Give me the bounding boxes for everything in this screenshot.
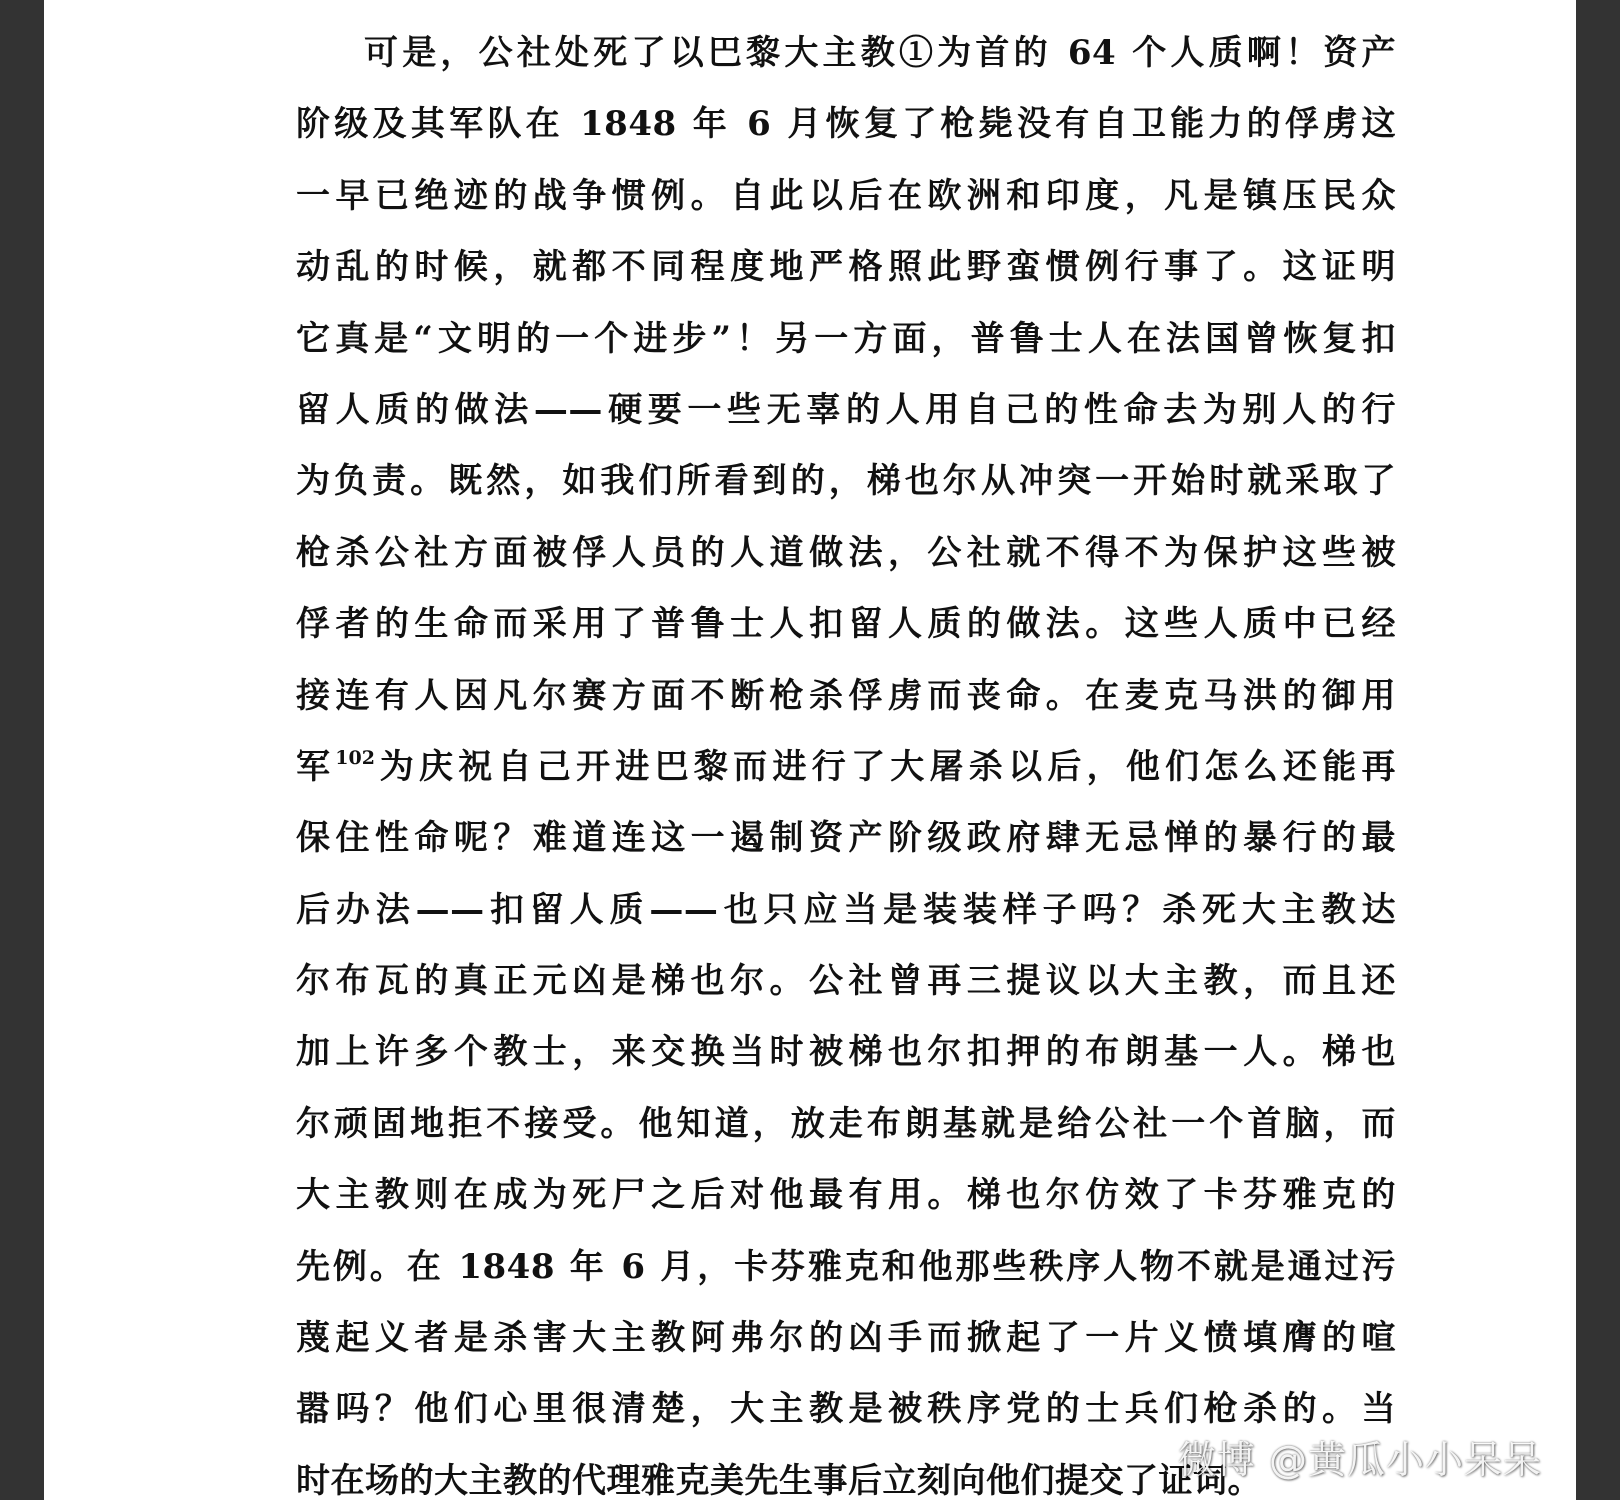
text-line: 后办法——扣留人质——也只应当是装装样子吗？杀死大主教达	[296, 889, 1396, 930]
footnote-marker: 102	[335, 746, 375, 769]
text-line: 动乱的时候，就都不同程度地严格照此野蛮惯例行事了。这证明	[296, 247, 1396, 288]
text-line: 枪杀公社方面被俘人员的人道做法，公社就不得不为保护这些被	[296, 532, 1396, 573]
text-line: 尔顽固地拒不接受。他知道，放走布朗基就是给公社一个首脑，而	[296, 1103, 1396, 1144]
text-line: 接连有人因凡尔赛方面不断枪杀俘虏而丧命。在麦克马洪的御用	[296, 675, 1396, 716]
text-line: 蔑起义者是杀害大主教阿弗尔的凶手而掀起了一片义愤填膺的喧	[296, 1318, 1396, 1359]
text-line: 大主教则在成为死尸之后对他最有用。梯也尔仿效了卡芬雅克的	[296, 1175, 1396, 1216]
text-line: 尔布瓦的真正元凶是梯也尔。公社曾再三提议以大主教，而且还	[296, 961, 1396, 1002]
line-prefix: 军	[296, 746, 336, 787]
body-text	[296, 18, 1396, 1500]
text-line: 一早已绝迹的战争惯例。自此以后在欧洲和印度，凡是镇压民众	[296, 175, 1396, 216]
watermark: 微博 @黄瓜小小呆呆	[1177, 1438, 1542, 1482]
text-line: 嚣吗？他们心里很清楚，大主教是被秩序党的士兵们枪杀的。当	[296, 1389, 1396, 1430]
text-line-with-footnote	[296, 732, 1396, 803]
text-line: 可是，公社处死了以巴黎大主教①为首的 64 个人质啊！资产	[364, 33, 1396, 73]
text-line: 时在场的大主教的代理雅克美先生事后立刻向他们提交了证词。	[296, 1460, 1262, 1500]
text-line: 保住性命呢？难道连这一遏制资产阶级政府肆无忌惮的暴行的最	[296, 818, 1396, 859]
line-rest: 为庆祝自己开进巴黎而进行了大屠杀以后，他们怎么还能再	[374, 746, 1397, 787]
document-page	[44, 0, 1576, 1500]
text-line: 阶级及其军队在 1848 年 6 月恢复了枪毙没有自卫能力的俘虏这	[296, 104, 1396, 145]
text-line: 加上许多个教士，来交换当时被梯也尔扣押的布朗基一人。梯也	[296, 1032, 1396, 1073]
text-line: 留人质的做法——硬要一些无辜的人用自己的性命去为别人的行	[296, 389, 1396, 430]
text-line: 俘者的生命而采用了普鲁士人扣留人质的做法。这些人质中已经	[296, 604, 1396, 645]
text-line: 为负责。既然，如我们所看到的，梯也尔从冲突一开始时就采取了	[296, 461, 1396, 502]
text-line: 先例。在 1848 年 6 月，卡芬雅克和他那些秩序人物不就是通过污	[296, 1246, 1396, 1287]
text-line: 它真是“文明的一个进步”！另一方面，普鲁士人在法国曾恢复扣	[296, 318, 1396, 359]
